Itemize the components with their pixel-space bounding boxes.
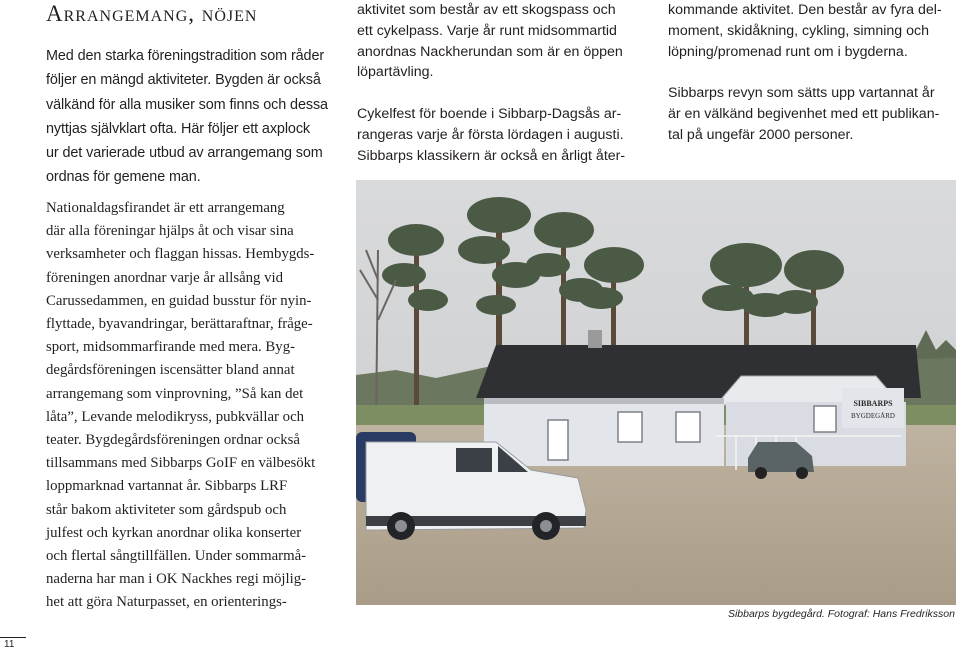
page-number: 11 [0, 640, 26, 649]
body-line: teater. Bygdegårdsföreningen ordnar också [46, 432, 300, 449]
body-line: het att göra Naturpasset, en orienterings- [46, 594, 287, 611]
body-line: verksamheter och flaggan hissas. Hembygds- [46, 246, 315, 263]
sign-text-line-2: BYGDEGÅRD [851, 412, 895, 420]
body-line: Cykelfest för boende i Sibbarp-Dagsås ar- [357, 106, 622, 122]
body-line: arrangemang som vinprovning, ”Så kan det [46, 385, 304, 402]
intro-line: ordnas för gemene man. [46, 169, 201, 186]
body-line: Sibbarps klassikern är också en årligt åter- [357, 147, 626, 164]
building-sign [842, 388, 904, 428]
body-line: kommande aktivitet. Den består av fyra del- [668, 2, 942, 18]
intro-line: välkänd för alla musiker som finns och dessa [46, 96, 328, 113]
body-line: Sibbarps revyn som sätts upp vartannat år [668, 85, 935, 101]
body-line: Nationaldagsfirandet är ett arrangemang [46, 200, 285, 216]
intro-paragraph [46, 44, 338, 190]
body-line: naderna har man i OK Nackhes regi möjlig- [46, 571, 307, 588]
body-line: låta”, Levande melodikryss, pubkvällar och [46, 408, 305, 425]
body-column-3-para-1 [668, 0, 958, 62]
body-line: flyttade, byavandringar, berättaraftnar, fråge- [46, 316, 313, 333]
body-line: rangeras varje år första lördagen i augusti. [357, 126, 624, 143]
body-line: aktivitet som består av ett skogspass och [357, 2, 616, 18]
photo-caption: Sibbarps bygdegård. Fotograf: Hans Fredriksson [727, 608, 955, 620]
wall-shadow [484, 398, 724, 404]
intro-line: följer en mängd aktiviteter. Bygden är också [46, 72, 321, 89]
intro-line: ur det varierade utbud av arrangemang som [46, 145, 323, 162]
body-line: loppmarknad vartannat år. Sibbarps LRF [46, 478, 288, 495]
body-line: moment, skidåkning, cykling, simning och [668, 22, 930, 39]
body-line: sport, midsommarfirande med mera. Byg- [46, 339, 296, 356]
photo-bygdegard [356, 180, 956, 605]
body-line: löpartävling. [357, 64, 434, 81]
body-line: står bakom aktiviteter som gårdspub och [46, 501, 287, 518]
chimney [588, 330, 602, 348]
body-line: löpning/promenad runt om i bygderna. [668, 43, 908, 60]
intro-line: nyttjas självklart ofta. Här följer ett axplock [46, 120, 311, 137]
body-column-2-para-2 [357, 104, 642, 166]
intro-line: Med den starka föreningstradition som råder [46, 48, 325, 64]
body-line: är en välkänd begivenhet med ett publikan- [668, 105, 940, 122]
body-line: anordnas Nackherundan som är en öppen [357, 43, 623, 60]
body-line: julfest och kyrkan anordnar olika konserter [46, 524, 302, 541]
body-line: degårdsföreningen iscensätter bland annat [46, 362, 295, 379]
body-line: tillsammans med Sibbarps GoIF en välbesökt [46, 455, 316, 472]
body-line: Carussedammen, en guidad busstur för nyin- [46, 292, 312, 309]
body-column-1 [46, 197, 338, 615]
page-number-rule [0, 637, 26, 638]
body-column-2-para-1 [357, 0, 642, 83]
body-line: föreningen anordnar varje år allsång vid [46, 269, 284, 286]
sign-text-line-1: SIBBARPS [853, 399, 893, 408]
section-heading: Arrangemang, nöjen [46, 1, 258, 26]
body-column-3-para-2 [668, 83, 958, 145]
body-line: där alla föreningar hjälps åt och visar sina [46, 223, 294, 240]
body-line: och flertal sångtillfällen. Under sommarmå- [46, 548, 307, 565]
body-line: tal på ungefär 2000 personer. [668, 126, 854, 143]
body-line: ett cykelpass. Varje år runt midsommartid [357, 22, 617, 39]
